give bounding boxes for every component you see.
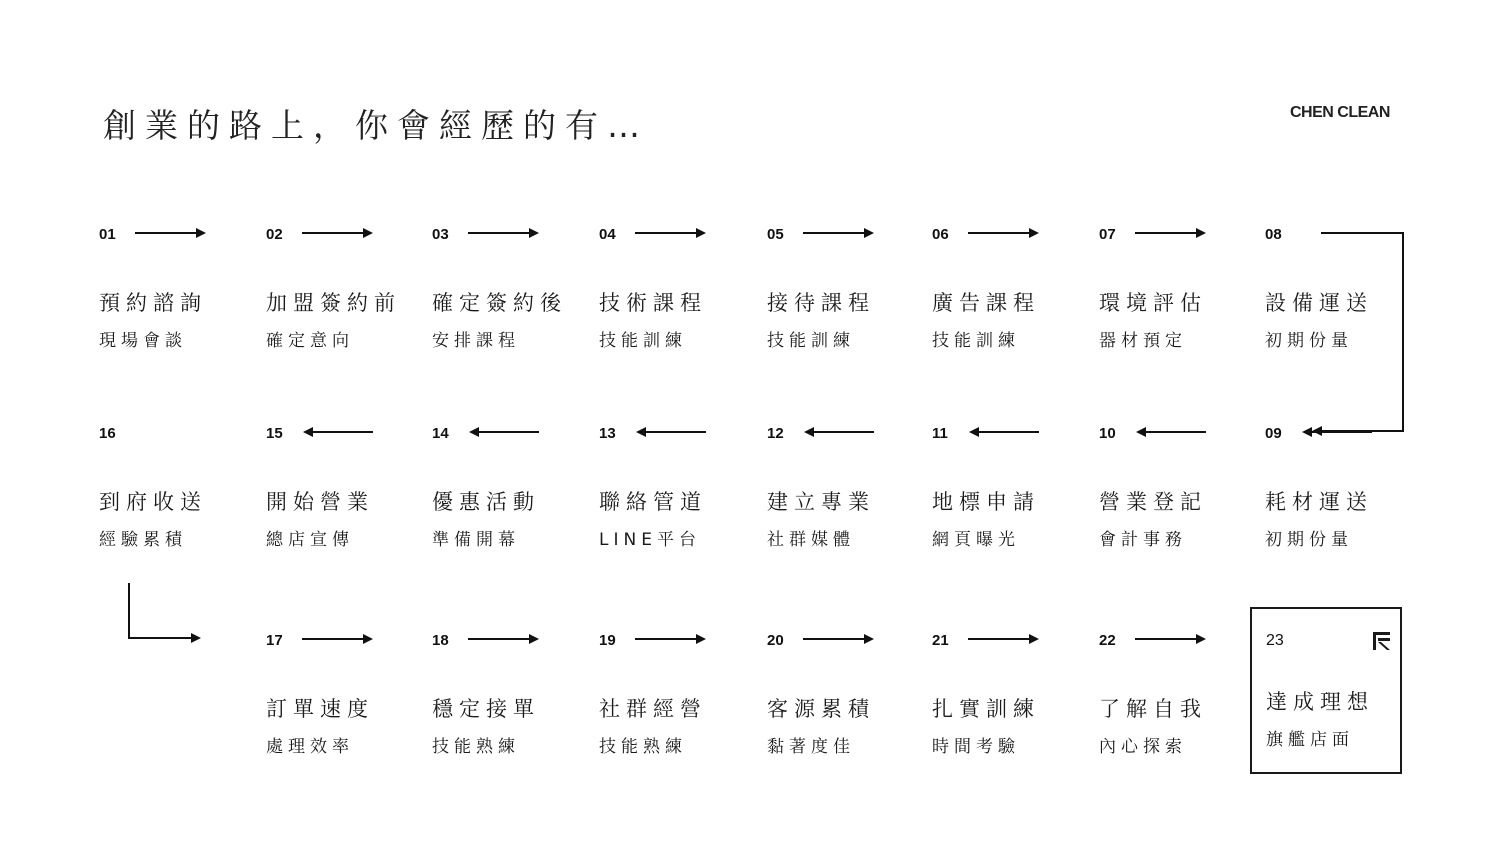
step-number: 07 — [1099, 226, 1116, 243]
step-subtitle: 時間考驗 — [932, 737, 1020, 757]
step-title: 扎實訓練 — [932, 697, 1040, 721]
step-subtitle: 現場會談 — [99, 331, 187, 351]
step-subtitle: 會計事務 — [1099, 530, 1187, 550]
step-subtitle: 初期份量 — [1265, 530, 1353, 550]
step-title: 地標申請 — [932, 490, 1040, 514]
step-subtitle: 技能熟練 — [599, 737, 687, 757]
connector-16-17-arrowhead — [191, 633, 201, 643]
step-subtitle: 社群媒體 — [767, 530, 855, 550]
step-subtitle: 經驗累積 — [99, 530, 187, 550]
step-number: 17 — [266, 632, 283, 649]
step-number: 11 — [932, 425, 948, 442]
step-subtitle: 技能熟練 — [432, 737, 520, 757]
goal-title: 達成理想 — [1266, 690, 1374, 714]
step-subtitle: 初期份量 — [1265, 331, 1353, 351]
step-title: 預約諮詢 — [99, 291, 207, 315]
chen-clean-logo-icon — [1372, 630, 1392, 652]
step-number: 20 — [767, 632, 784, 649]
step-number: 04 — [599, 226, 616, 243]
step-number: 21 — [932, 632, 949, 649]
step-title: 環境評估 — [1099, 291, 1207, 315]
connector-08-09-arrowhead — [1312, 426, 1322, 436]
step-title: 接待課程 — [767, 291, 875, 315]
step-title: 廣告課程 — [932, 291, 1040, 315]
step-subtitle: 內心探索 — [1099, 737, 1187, 757]
step-number: 09 — [1265, 425, 1282, 442]
step-title: 社群經營 — [599, 697, 707, 721]
step-subtitle: 技能訓練 — [932, 331, 1020, 351]
step-title: 聯絡管道 — [599, 490, 707, 514]
step-number: 15 — [266, 425, 283, 442]
step-number: 16 — [99, 425, 116, 442]
step-number: 06 — [932, 226, 949, 243]
step-title: 訂單速度 — [266, 697, 374, 721]
step-subtitle: 確定意向 — [266, 331, 354, 351]
step-title: 加盟簽約前 — [266, 291, 401, 315]
step-subtitle: 黏著度佳 — [767, 737, 855, 757]
step-title: 營業登記 — [1099, 490, 1207, 514]
step-number: 14 — [432, 425, 449, 442]
step-number: 10 — [1099, 425, 1116, 442]
step-number: 18 — [432, 632, 449, 649]
step-title: 設備運送 — [1265, 291, 1373, 315]
connector-16-17 — [129, 583, 194, 638]
step-number: 13 — [599, 425, 616, 442]
step-title: 技術課程 — [599, 291, 707, 315]
step-title: 耗材運送 — [1265, 490, 1373, 514]
step-number: 02 — [266, 226, 283, 243]
step-number: 08 — [1265, 226, 1282, 243]
page-title: 創業的路上，你會經歷的有… — [103, 106, 649, 145]
step-subtitle: 總店宣傳 — [266, 530, 354, 550]
step-subtitle: 安排課程 — [432, 331, 520, 351]
step-title: 到府收送 — [99, 490, 207, 514]
step-title: 了解自我 — [1099, 697, 1207, 721]
brand-logo-text: CHEN CLEAN — [1290, 104, 1390, 121]
step-number: 03 — [432, 226, 449, 243]
step-subtitle: 處理效率 — [266, 737, 354, 757]
step-number: 12 — [767, 425, 784, 442]
step-title: 優惠活動 — [432, 490, 540, 514]
step-title: 開始營業 — [266, 490, 374, 514]
step-title: 客源累積 — [767, 697, 875, 721]
connector-08-09 — [1318, 233, 1403, 431]
step-subtitle: LINE平台 — [599, 530, 701, 550]
step-subtitle: 準備開幕 — [432, 530, 520, 550]
step-subtitle: 網頁曝光 — [932, 530, 1020, 550]
step-number: 19 — [599, 632, 616, 649]
step-subtitle: 技能訓練 — [767, 331, 855, 351]
step-subtitle: 技能訓練 — [599, 331, 687, 351]
goal-number: 23 — [1266, 632, 1284, 649]
step-title: 確定簽約後 — [432, 291, 567, 315]
step-number: 22 — [1099, 632, 1116, 649]
step-number: 01 — [99, 226, 116, 243]
step-subtitle: 器材預定 — [1099, 331, 1187, 351]
step-title: 穩定接單 — [432, 697, 540, 721]
goal-subtitle: 旗艦店面 — [1266, 730, 1354, 750]
step-number: 05 — [767, 226, 784, 243]
step-title: 建立專業 — [767, 490, 875, 514]
